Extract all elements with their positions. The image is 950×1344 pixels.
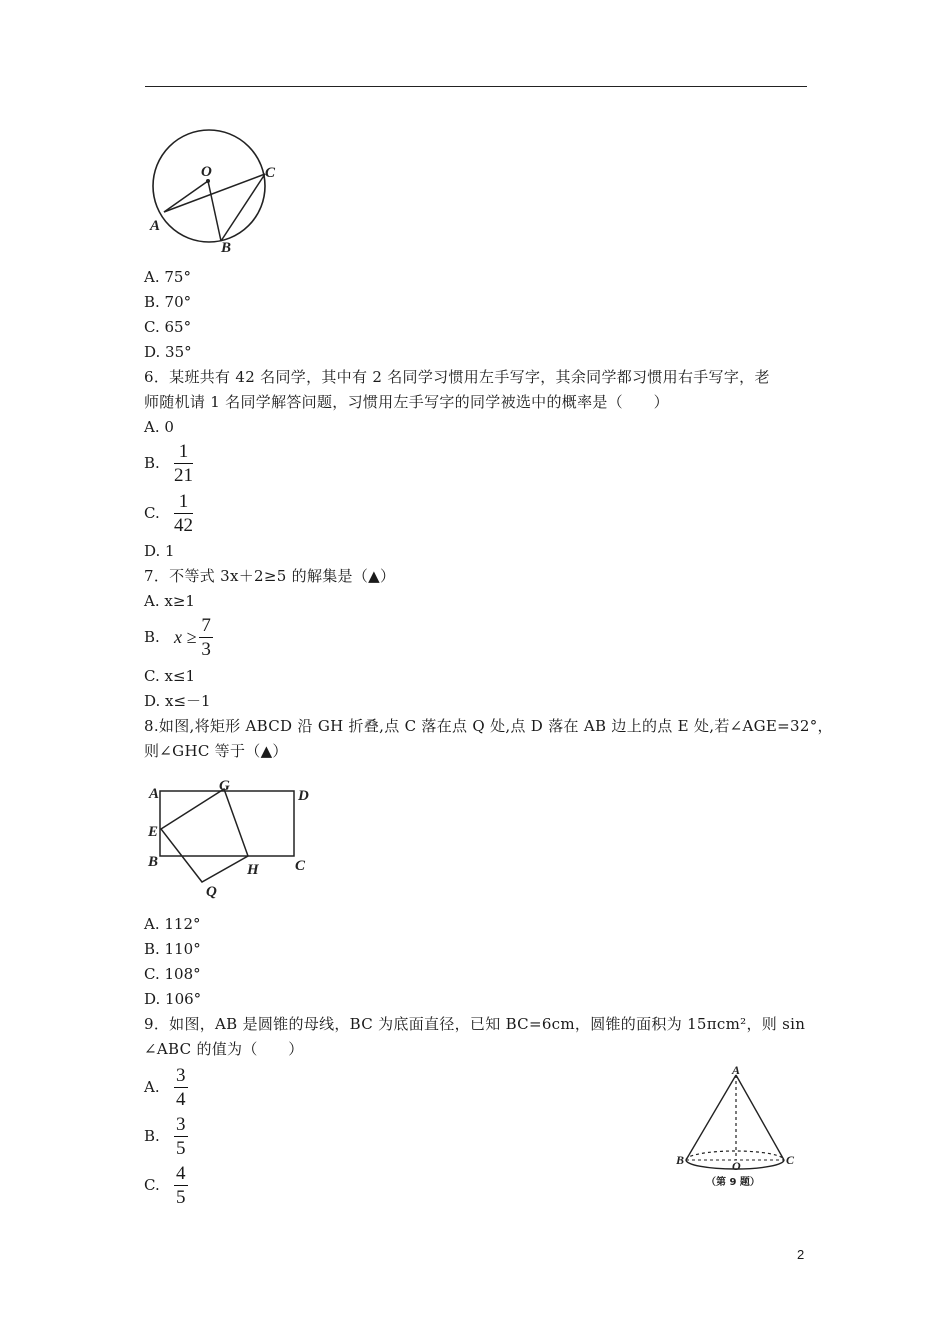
fraction bbox=[174, 1163, 188, 1208]
denominator: 4 bbox=[176, 1088, 186, 1110]
denominator: 3 bbox=[201, 638, 211, 660]
label-o: O bbox=[732, 1159, 741, 1173]
page-number: 2 bbox=[797, 1247, 805, 1262]
q8-option-b: B. 110° bbox=[144, 940, 201, 958]
label-b: B bbox=[221, 240, 232, 256]
q6-question-line2: 师随机请 1 名同学解答问题，习惯用左手写字的同学被选中的概率是（ ） bbox=[144, 393, 669, 411]
label-o: O bbox=[201, 164, 212, 180]
generatrix-ab bbox=[686, 1075, 736, 1160]
q6-question-line1: 6．某班共有 42 名同学，其中有 2 名同学习惯用左手写字，其余同学都习惯用右手写字，老 bbox=[144, 368, 770, 386]
label-d: D bbox=[298, 788, 309, 804]
option-label: C. bbox=[144, 1176, 160, 1194]
denominator: 5 bbox=[176, 1186, 186, 1208]
label-g: G bbox=[219, 778, 230, 794]
fraction bbox=[199, 615, 213, 660]
fraction bbox=[174, 491, 193, 536]
q8-option-a: A. 112° bbox=[144, 915, 201, 933]
q9-question-line2: ∠ABC 的值为（ ） bbox=[144, 1040, 304, 1058]
q8-option-d: D. 106° bbox=[144, 990, 202, 1008]
denominator: 5 bbox=[176, 1137, 186, 1159]
segment-ac bbox=[164, 174, 265, 212]
label-e: E bbox=[148, 824, 159, 840]
option-label: C. bbox=[144, 504, 160, 522]
q6-option-a: A. 0 bbox=[144, 418, 174, 436]
label-a: A bbox=[149, 786, 160, 802]
label-c: C bbox=[786, 1153, 795, 1167]
option-label: B. bbox=[144, 628, 160, 646]
q8-option-c: C. 108° bbox=[144, 965, 201, 983]
folded-quad-eghq bbox=[161, 789, 248, 882]
q8-question-line2: 则∠GHC 等于（▲） bbox=[144, 742, 288, 760]
option-label: A. bbox=[144, 1078, 160, 1096]
q6-option-d: D. 1 bbox=[144, 542, 175, 560]
numerator: 1 bbox=[178, 440, 189, 462]
q7-question: 7．不等式 3x＋2≥5 的解集是（▲） bbox=[144, 567, 396, 585]
label-b: B bbox=[676, 1153, 685, 1167]
q5-option-b: B. 70° bbox=[144, 293, 192, 311]
q8-question-line1: 8.如图,将矩形 ABCD 沿 GH 折叠,点 C 落在点 Q 处,点 D 落在 AB 边上的点 E 处,若∠AGE=32°， bbox=[144, 717, 833, 735]
figure-caption: （第 9 题） bbox=[706, 1177, 760, 1188]
q9-option-a bbox=[144, 1062, 188, 1112]
rectangle-abcd bbox=[160, 791, 294, 856]
fraction bbox=[174, 441, 193, 486]
q6-option-c bbox=[144, 488, 193, 538]
q9-question-line1: 9．如图，AB 是圆锥的母线，BC 为底面直径，已知 BC=6cm，圆锥的面积为 15πcm²，则 sin bbox=[144, 1015, 806, 1033]
label-a: A bbox=[732, 1063, 741, 1077]
cone-figure bbox=[676, 1063, 802, 1191]
q6-option-b bbox=[144, 438, 193, 488]
option-label: B. bbox=[144, 454, 160, 472]
numerator: 1 bbox=[178, 490, 189, 512]
q7-option-d: D. x≤－1 bbox=[144, 692, 211, 710]
label-q: Q bbox=[206, 884, 217, 900]
label-h: H bbox=[247, 862, 259, 878]
q9-option-c bbox=[144, 1160, 188, 1210]
q7-option-a: A. x≥1 bbox=[144, 592, 195, 610]
header-rule bbox=[145, 86, 807, 87]
generatrix-ac bbox=[736, 1075, 784, 1160]
numerator: 4 bbox=[176, 1162, 186, 1184]
numerator: 3 bbox=[176, 1113, 186, 1135]
q5-option-a: A. 75° bbox=[144, 268, 191, 286]
q9-option-b bbox=[144, 1111, 188, 1161]
segment-ob bbox=[208, 181, 221, 241]
numerator: 3 bbox=[176, 1064, 186, 1086]
q7-option-c: C. x≤1 bbox=[144, 667, 196, 685]
rectangle-fold-figure bbox=[144, 774, 314, 902]
label-c: C bbox=[265, 165, 276, 181]
label-b: B bbox=[148, 854, 159, 870]
segment-ao bbox=[164, 181, 208, 212]
label-a: A bbox=[150, 218, 161, 234]
fraction bbox=[174, 1114, 188, 1159]
option-label: B. bbox=[144, 1127, 160, 1145]
fraction bbox=[174, 1065, 188, 1110]
circle-figure bbox=[144, 128, 294, 256]
q5-option-c: C. 65° bbox=[144, 318, 192, 336]
denominator: 42 bbox=[174, 514, 193, 536]
denominator: 21 bbox=[174, 464, 193, 486]
label-c: C bbox=[295, 858, 306, 874]
inequality-prefix: x ≥ bbox=[174, 626, 197, 647]
q5-option-d: D. 35° bbox=[144, 343, 192, 361]
q7-option-b bbox=[144, 612, 213, 662]
numerator: 7 bbox=[201, 614, 211, 636]
